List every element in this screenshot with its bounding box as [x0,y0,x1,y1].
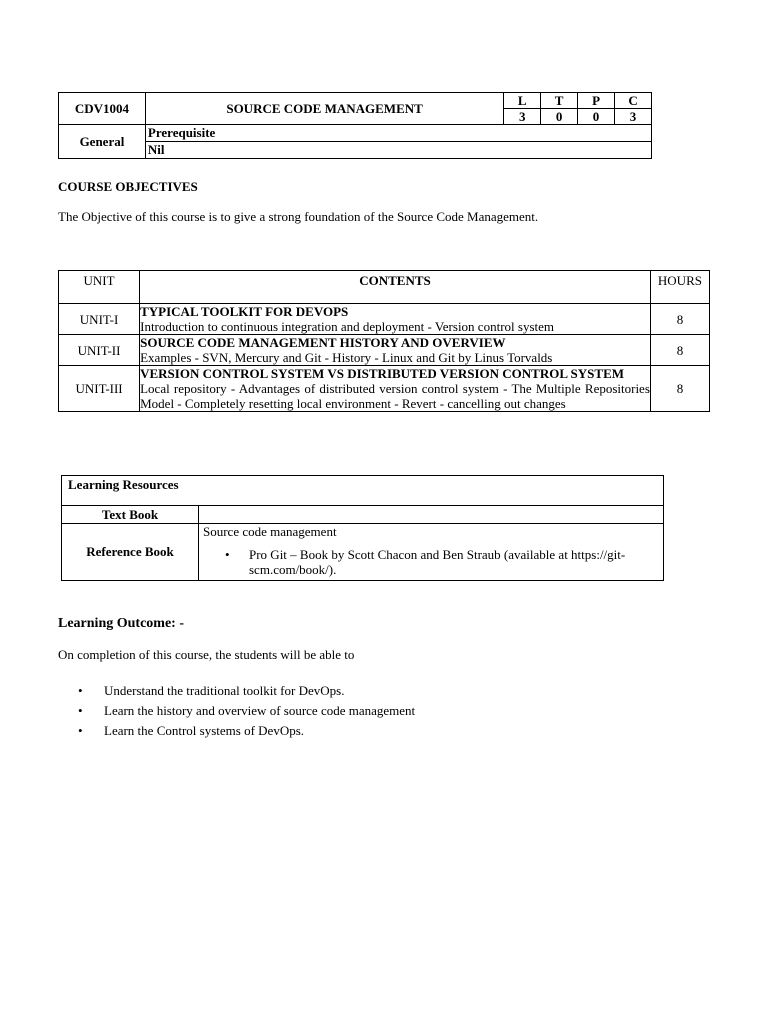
bullet-icon: • [78,683,83,698]
unit-hours: 8 [650,366,709,412]
list-item [76,701,415,721]
learning-resources-heading: Learning Resources [62,476,664,506]
bullet-icon: • [225,547,230,562]
course-code: CDV1004 [59,93,146,125]
ltpc-value-t: 0 [541,109,578,125]
ltpc-header-l: L [504,93,541,109]
unit-contents [140,366,651,412]
unit-description: Introduction to continuous integration and deployment - Version control system [140,319,554,334]
unit-hours: 8 [650,304,709,335]
ltpc-value-p: 0 [578,109,615,125]
reference-item: Pro Git – Book by Scott Chacon and Ben Straub (available at https://git-scm.com/book/). [249,547,626,577]
unit-title: TYPICAL TOOLKIT FOR DEVOPS [140,304,349,319]
outcome-intro: On completion of this course, the students will be able to [58,647,355,662]
reference-intro: Source code management [203,524,337,539]
ltpc-header-p: P [578,93,615,109]
ltpc-value-c: 3 [615,109,652,125]
unit-title: SOURCE CODE MANAGEMENT HISTORY AND OVERVIEW [140,335,506,350]
course-title: SOURCE CODE MANAGEMENT [145,93,503,125]
prerequisite-label: Prerequisite [145,125,651,142]
learning-resources-table [61,475,664,581]
list-item [76,721,415,741]
course-header-table [58,92,652,159]
unit-contents [140,335,651,366]
objectives-text: The Objective of this course is to give a strong foundation of the Source Code Management. [58,209,539,224]
units-header-hours: HOURS [650,271,709,304]
reference-book-value [199,524,664,581]
units-header-unit: UNIT [59,271,140,304]
units-table [58,270,710,412]
units-header-contents: CONTENTS [140,271,651,304]
table-row [59,304,710,335]
table-row [59,335,710,366]
bullet-icon: • [78,723,83,738]
ltpc-header-c: C [615,93,652,109]
text-book-value [199,506,664,524]
unit-name: UNIT-I [59,304,140,335]
unit-name: UNIT-II [59,335,140,366]
unit-hours: 8 [650,335,709,366]
unit-description: Examples - SVN, Mercury and Git - History - Linux and Git by Linus Torvalds [140,350,553,365]
course-category: General [59,125,146,159]
unit-contents [140,304,651,335]
outcome-heading: Learning Outcome: - [58,616,184,631]
unit-name: UNIT-III [59,366,140,412]
outcome-list [76,681,415,741]
outcome-item: Understand the traditional toolkit for DevOps. [104,683,345,698]
reference-book-label: Reference Book [62,524,199,581]
text-book-label: Text Book [62,506,199,524]
list-item [76,681,415,701]
prerequisite-value: Nil [145,142,651,159]
list-item [203,547,663,577]
ltpc-header-t: T [541,93,578,109]
ltpc-value-l: 3 [504,109,541,125]
outcome-item: Learn the history and overview of source code management [104,703,416,718]
bullet-icon: • [78,703,83,718]
objectives-heading: COURSE OBJECTIVES [58,179,198,194]
unit-title: VERSION CONTROL SYSTEM VS DISTRIBUTED VERSION CONTROL SYSTEM [140,366,625,381]
unit-description: Local repository - Advantages of distributed version control system - The Multiple Repositories Model - Completely resetting local environment - Revert - cancelling out changes [140,381,650,411]
table-row [59,366,710,412]
outcome-item: Learn the Control systems of DevOps. [104,723,305,738]
